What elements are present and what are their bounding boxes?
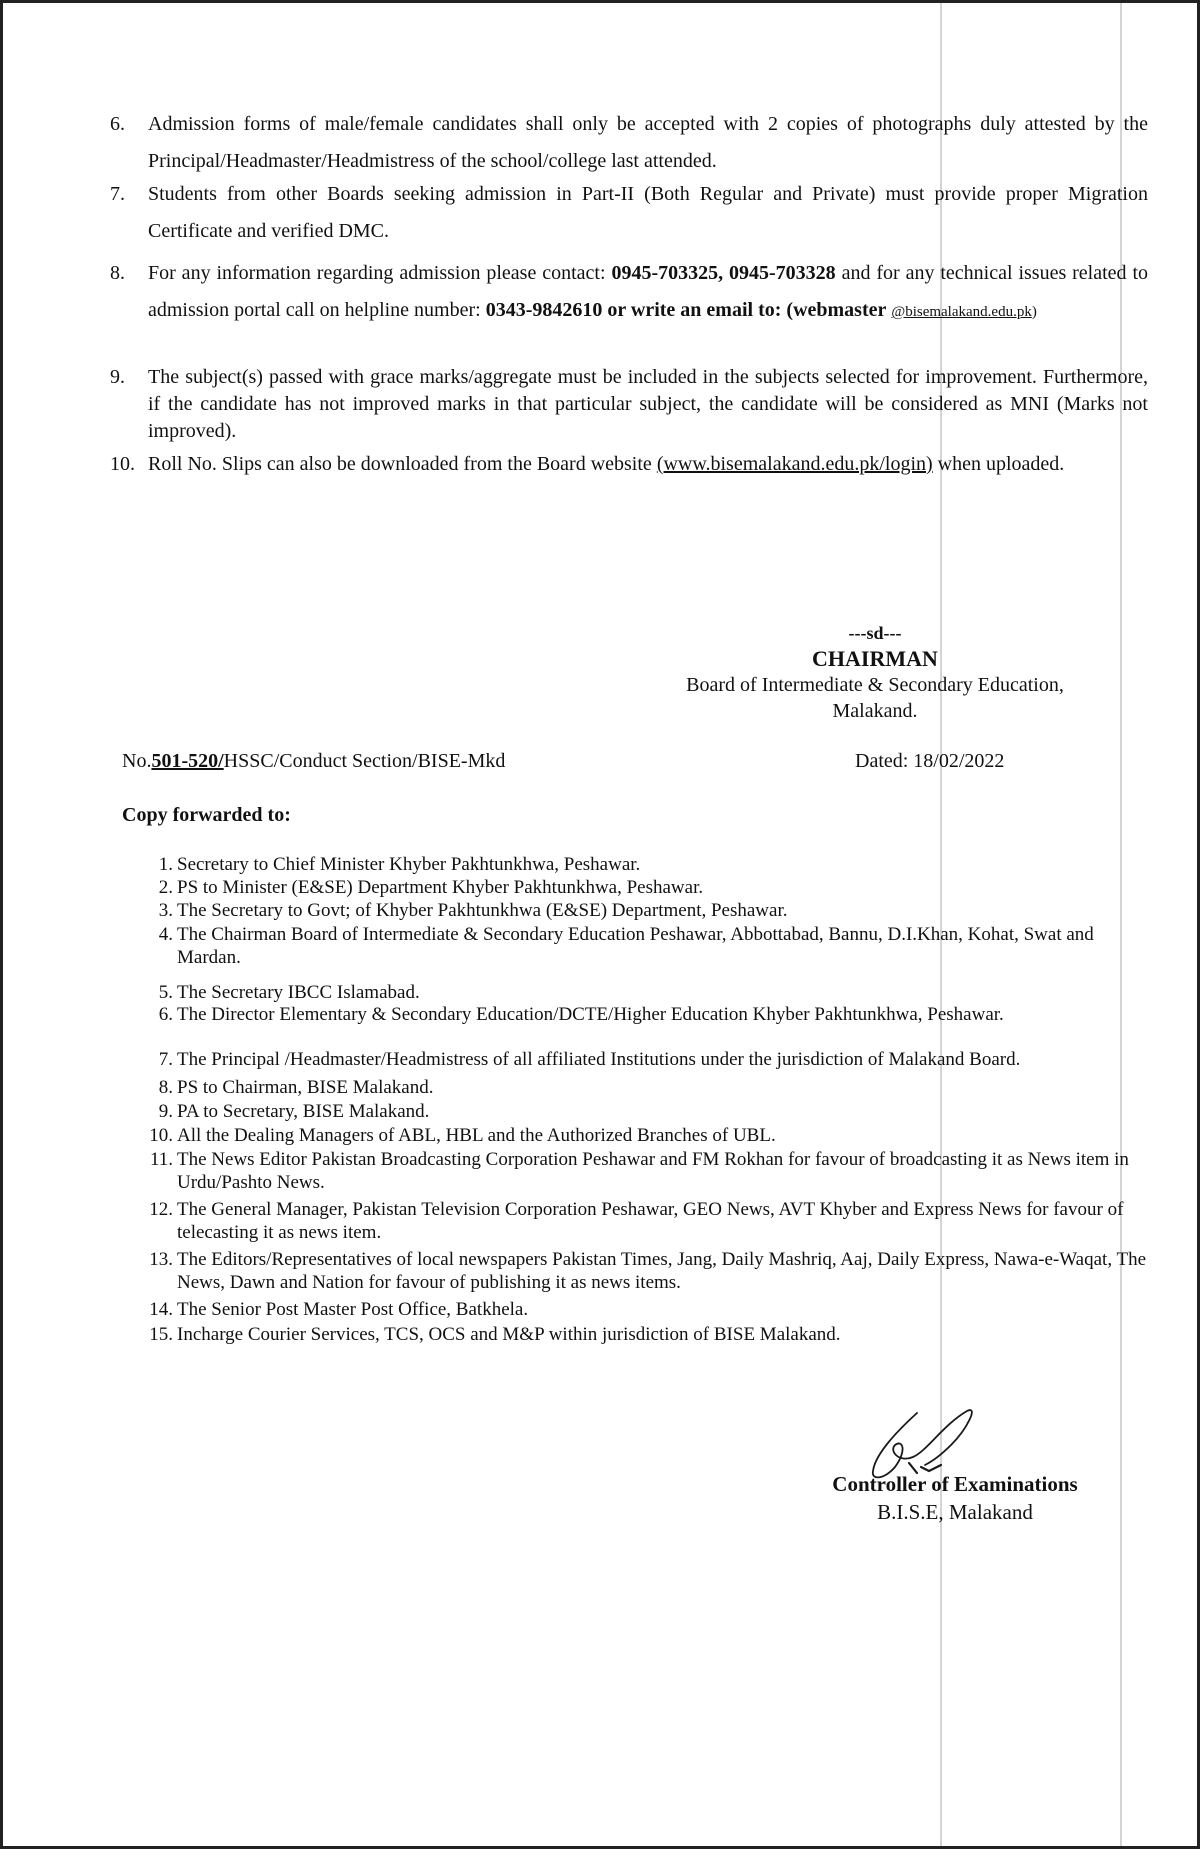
note-number: 8. <box>110 262 125 284</box>
note-text <box>148 106 1148 180</box>
note-text-part: and for any technical issues related to admission portal call on helpline number: <box>148 262 1148 321</box>
list-item <box>137 1076 1152 1099</box>
note-item-6 <box>110 106 1148 180</box>
list-item-number: 13. <box>149 1249 173 1270</box>
note-item-8 <box>110 255 1148 331</box>
email-link[interactable]: @bisemalakand.edu.pk <box>891 304 1032 320</box>
note-text-part: The subject(s) passed with grace marks/aggregate must be included in the subjects selected for improvement. Furthermore, if the candidate has not improved marks in that particular subject, the candidate will be considered as MNI (Marks not improved). <box>148 366 1148 442</box>
list-item <box>137 1100 1152 1123</box>
list-item-number: 6. <box>158 1004 173 1025</box>
controller-org: B.I.S.E, Malakand <box>877 1500 1033 1524</box>
signed-mark: ---sd--- <box>848 623 902 643</box>
list-item-text: Secretary to Chief Minister Khyber Pakhtunkhwa, Peshawar. <box>177 854 641 875</box>
list-item-number: 9. <box>158 1101 173 1122</box>
list-item <box>137 1048 1152 1071</box>
signoff-org-line1: Board of Intermediate & Secondary Education, <box>686 674 1064 696</box>
note-text-part: Students from other Boards seeking admission in Part-II (Both Regular and Private) must provide proper Migration Certificate and verified DMC. <box>148 183 1148 242</box>
note-text-part: ) <box>1031 304 1037 320</box>
list-item <box>137 1003 1152 1026</box>
note-number: 6. <box>110 113 125 135</box>
list-item-number: 2. <box>158 877 173 898</box>
list-item-number: 5. <box>158 982 173 1003</box>
dated-label: Dated: 18/02/2022 <box>855 750 1005 772</box>
list-item-text: The Director Elementary & Secondary Education/DCTE/Higher Education Khyber Pakhtunkhwa, Peshawar. <box>177 1004 1004 1025</box>
list-item-text: The Secretary to Govt; of Khyber Pakhtunkhwa (E&SE) Department, Peshawar. <box>177 900 788 921</box>
list-item-text: PS to Chairman, BISE Malakand. <box>177 1077 434 1098</box>
list-item-number: 12. <box>149 1199 173 1220</box>
list-item <box>137 981 1152 1004</box>
list-item-text: The Principal /Headmaster/Headmistress of all affiliated Institutions under the jurisdiction of Malakand Board. <box>177 1049 1021 1070</box>
contact-numbers: 0945-703325, 0945-703328 <box>611 262 836 284</box>
list-item <box>137 1198 1152 1244</box>
list-item-text: PS to Minister (E&SE) Department Khyber Pakhtunkhwa, Peshawar. <box>177 877 704 898</box>
list-item-text: The Editors/Representatives of local newspapers Pakistan Times, Jang, Daily Mashriq, Aaj, Daily Express, Nawa-e-Waqat, The News, Dawn and Nation for favour of publishing it as news items. <box>177 1249 1147 1293</box>
list-item <box>137 1124 1152 1147</box>
note-item-9 <box>110 364 1148 445</box>
list-item-text: The Chairman Board of Intermediate & Secondary Education Peshawar, Abbottabad, Bannu, D.I.Khan, Kohat, Swat and Mardan. <box>177 924 1094 968</box>
list-item-number: 10. <box>149 1125 173 1146</box>
controller-signoff <box>760 1470 1150 1526</box>
list-item-text: PA to Secretary, BISE Malakand. <box>177 1101 430 1122</box>
reference-number <box>122 750 505 773</box>
list-item-text: The Senior Post Master Post Office, Batkhela. <box>177 1299 529 1320</box>
list-item-number: 15. <box>149 1324 173 1345</box>
list-item-number: 11. <box>149 1149 173 1170</box>
reference-suffix: HSSC/Conduct Section/BISE-Mkd <box>223 750 506 772</box>
list-item-text: All the Dealing Managers of ABL, HBL and the Authorized Branches of UBL. <box>177 1125 776 1146</box>
list-item <box>137 1148 1152 1194</box>
signoff-title: CHAIRMAN <box>812 646 938 671</box>
note-number: 10. <box>110 453 135 475</box>
copy-forwarded-heading: Copy forwarded to: <box>122 804 291 826</box>
website-link[interactable]: (www.bisemalakand.edu.pk/login) <box>656 453 933 475</box>
note-number: 7. <box>110 183 125 205</box>
note-text-part: For any information regarding admission please contact: <box>148 262 612 284</box>
note-item-10 <box>110 446 1148 483</box>
list-item <box>137 876 1152 899</box>
note-text <box>148 364 1148 445</box>
chairman-signoff <box>640 620 1110 724</box>
note-text <box>148 446 1148 483</box>
controller-title: Controller of Examinations <box>832 1472 1078 1496</box>
reference-prefix: No. <box>122 750 152 772</box>
list-item-text: The Secretary IBCC Islamabad. <box>177 982 420 1003</box>
note-text-part: Admission forms of male/female candidates shall only be accepted with 2 copies of photographs duly attested by the Principal/Headmaster/Headmistress of the school/college last attended. <box>148 113 1148 172</box>
list-item-text: Incharge Courier Services, TCS, OCS and M&P within jurisdiction of BISE Malakand. <box>177 1324 841 1345</box>
note-text <box>148 255 1148 331</box>
note-text <box>148 176 1148 250</box>
signoff-org-line2: Malakand. <box>832 700 918 722</box>
list-item <box>137 1248 1152 1294</box>
note-text-part: Roll No. Slips can also be downloaded from the Board website <box>148 453 657 475</box>
list-item <box>137 1298 1152 1321</box>
list-item-number: 4. <box>158 924 173 945</box>
list-item-number: 3. <box>158 900 173 921</box>
list-item-text: The General Manager, Pakistan Television Corporation Peshawar, GEO News, AVT Khyber and Express News for favour of telecasting it as news item. <box>177 1199 1124 1243</box>
list-item-number: 8. <box>158 1077 173 1098</box>
note-item-7 <box>110 176 1148 250</box>
list-item <box>137 923 1152 969</box>
list-item <box>137 899 1152 922</box>
list-item-number: 1. <box>158 854 173 875</box>
note-number: 9. <box>110 366 125 388</box>
list-item-number: 14. <box>149 1299 173 1320</box>
list-item <box>137 1323 1152 1346</box>
helpline-number: 0343-9842610 or write an email to: (webmaster <box>485 299 887 321</box>
list-item <box>137 853 1152 876</box>
reference-range: 501-520/ <box>151 750 224 772</box>
list-item-number: 7. <box>158 1049 173 1070</box>
note-text-part: when uploaded. <box>932 453 1065 475</box>
list-item-text: The News Editor Pakistan Broadcasting Corporation Peshawar and FM Rokhan for favour of broadcasting it as News item in Urdu/Pashto News. <box>177 1149 1129 1193</box>
